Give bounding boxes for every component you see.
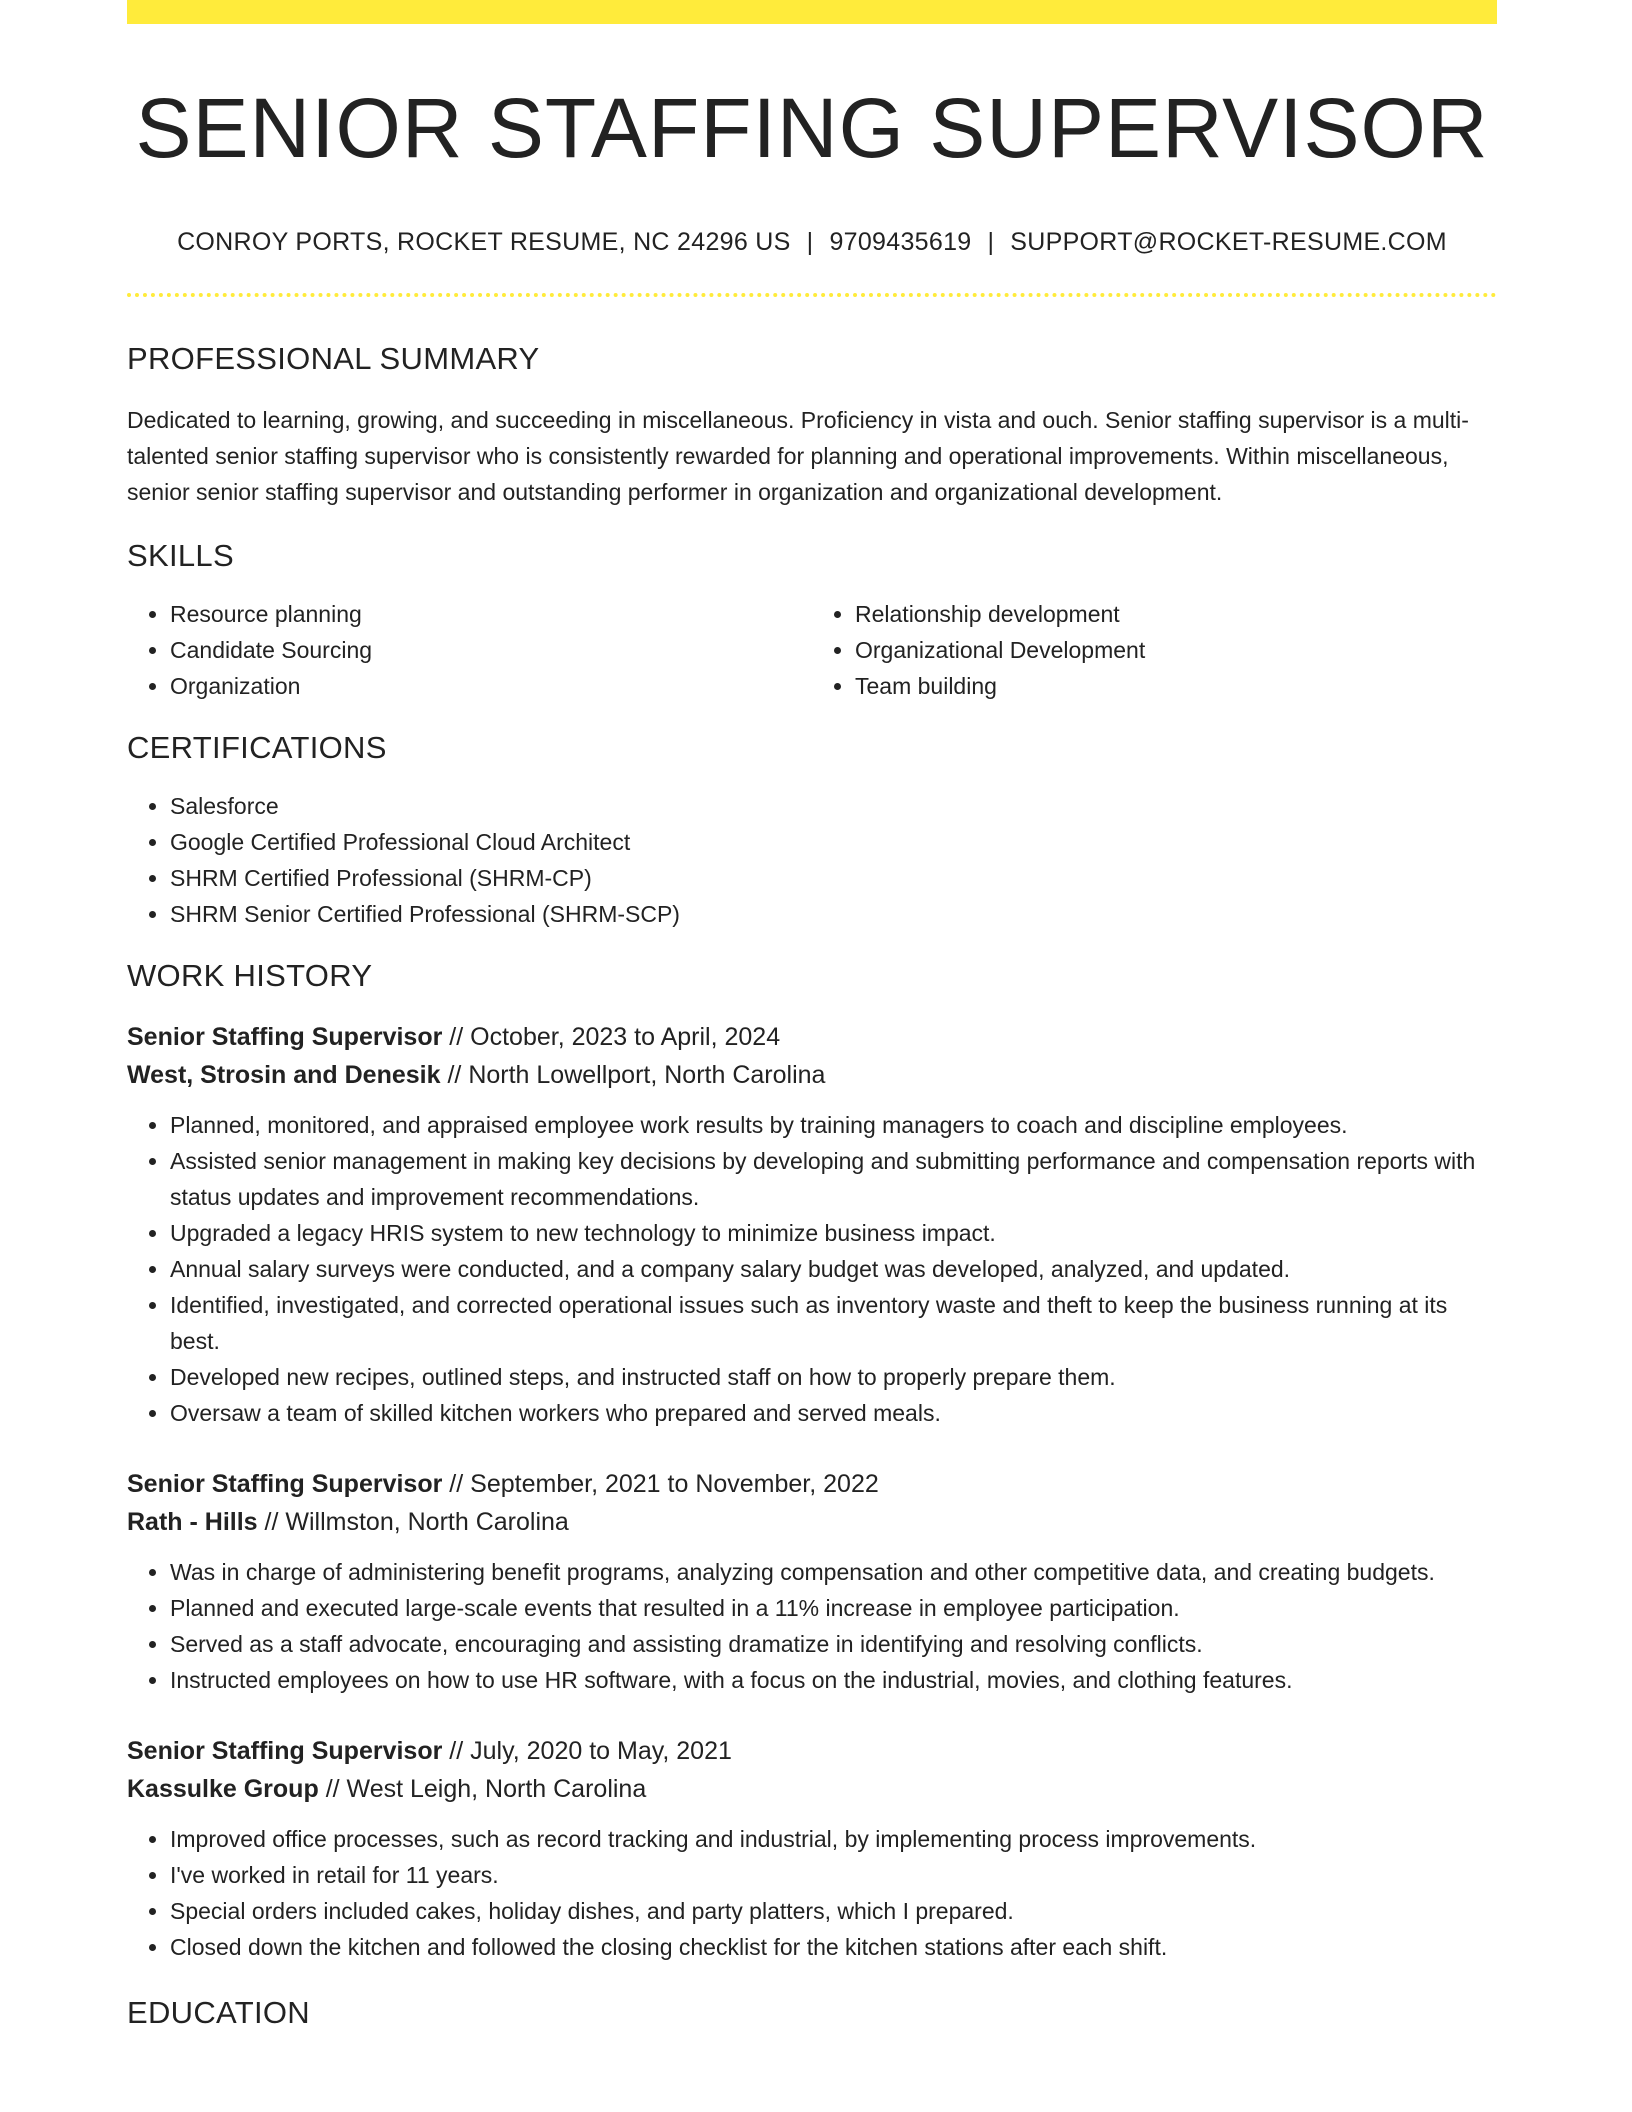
job-bullet: • Special orders included cakes, holiday dishes, and party platters, which I prepared. <box>170 1893 1497 1929</box>
job-bullet: • Oversaw a team of skilled kitchen workers who prepared and served meals. <box>170 1395 1497 1431</box>
job-company-line <box>127 1503 1497 1541</box>
job-bullet: • Developed new recipes, outlined steps, and instructed staff on how to properly prepare them. <box>170 1359 1497 1395</box>
job-dates: October, 2023 to April, 2024 <box>470 1023 781 1051</box>
job-bullet: • Upgraded a legacy HRIS system to new technology to minimize business impact. <box>170 1215 1497 1251</box>
skills-columns <box>127 596 1497 704</box>
job-divider: // <box>449 1023 464 1051</box>
job-title-line <box>127 1732 1497 1770</box>
job-dates: September, 2021 to November, 2022 <box>470 1470 879 1498</box>
certification-item: • SHRM Certified Professional (SHRM-CP) <box>170 860 1497 896</box>
skill-item: • Relationship development <box>855 596 1497 632</box>
job-entry <box>127 1465 1497 1698</box>
section-heading-summary: PROFESSIONAL SUMMARY <box>127 341 540 376</box>
job-divider: // <box>449 1470 464 1498</box>
job-location: Willmston, North Carolina <box>285 1508 569 1536</box>
job-location: West Leigh, North Carolina <box>346 1775 647 1803</box>
job-bullet: • Was in charge of administering benefit programs, analyzing compensation and other competitive data, and creating budgets. <box>170 1554 1497 1590</box>
job-company: Rath - Hills <box>127 1508 258 1536</box>
job-entry <box>127 1018 1497 1431</box>
job-bullet: • Annual salary surveys were conducted, and a company salary budget was developed, analyzed, and updated. <box>170 1251 1497 1287</box>
certification-item: • Google Certified Professional Cloud Architect <box>170 824 1497 860</box>
job-dates: July, 2020 to May, 2021 <box>470 1737 732 1765</box>
contact-line <box>127 228 1497 257</box>
job-divider: // <box>264 1508 279 1536</box>
job-entry <box>127 1732 1497 1965</box>
job-bullets <box>127 1107 1497 1431</box>
job-bullets <box>127 1821 1497 1965</box>
resume-name: SENIOR STAFFING SUPERVISOR <box>135 81 1489 175</box>
job-divider: // <box>325 1775 340 1803</box>
skills-list-right <box>812 596 1497 704</box>
section-heading-skills: SKILLS <box>127 538 234 573</box>
job-company: West, Strosin and Denesik <box>127 1061 441 1089</box>
skills-section <box>127 538 1497 704</box>
skill-item: • Team building <box>855 668 1497 704</box>
section-heading-work-history: WORK HISTORY <box>127 958 373 993</box>
contact-email: SUPPORT@ROCKET-RESUME.COM <box>1010 228 1447 256</box>
skill-item: • Candidate Sourcing <box>170 632 812 668</box>
job-title-line <box>127 1018 1497 1056</box>
summary-text: Dedicated to learning, growing, and succeeding in miscellaneous. Proficiency in vista and ouch. Senior staffing supervisor is a multi-talented senior staffing supervisor who is consistently rewarded for planning and operational improvements. Within miscellaneous, senior senior staffing supervisor and outstanding performer in organization and organizational development. <box>127 407 1469 505</box>
job-title-line <box>127 1465 1497 1503</box>
skill-item: • Organization <box>170 668 812 704</box>
job-company: Kassulke Group <box>127 1775 319 1803</box>
job-bullet: • Assisted senior management in making key decisions by developing and submitting performance and compensation reports with status updates and improvement recommendations. <box>170 1143 1497 1215</box>
job-location: North Lowellport, North Carolina <box>468 1061 826 1089</box>
contact-phone: 9709435619 <box>829 228 972 256</box>
certification-item: • Salesforce <box>170 788 1497 824</box>
job-bullet: • Instructed employees on how to use HR software, with a focus on the industrial, movies, and clothing features. <box>170 1662 1497 1698</box>
accent-top-bar <box>127 0 1497 24</box>
job-company-line <box>127 1770 1497 1808</box>
job-bullet: • Planned, monitored, and appraised employee work results by training managers to coach and discipline employees. <box>170 1107 1497 1143</box>
job-bullet: • Improved office processes, such as record tracking and industrial, by implementing process improvements. <box>170 1821 1497 1857</box>
dotted-divider <box>127 293 1497 297</box>
job-title: Senior Staffing Supervisor <box>127 1023 443 1051</box>
job-company-line <box>127 1056 1497 1094</box>
certifications-list <box>127 788 1497 932</box>
job-bullet: • Planned and executed large-scale events that resulted in a 11% increase in employee participation. <box>170 1590 1497 1626</box>
job-bullet: • Served as a staff advocate, encouraging and assisting dramatize in identifying and resolving conflicts. <box>170 1626 1497 1662</box>
job-bullet: • I've worked in retail for 11 years. <box>170 1857 1497 1893</box>
summary-section <box>127 341 1497 510</box>
section-heading-education: EDUCATION <box>127 1995 310 2030</box>
job-title: Senior Staffing Supervisor <box>127 1737 443 1765</box>
resume-page <box>127 0 1497 2031</box>
work-history-section <box>127 958 1497 1965</box>
job-bullet: • Closed down the kitchen and followed the closing checklist for the kitchen stations after each shift. <box>170 1929 1497 1965</box>
job-divider: // <box>449 1737 464 1765</box>
section-heading-certifications: CERTIFICATIONS <box>127 730 387 765</box>
skills-list-left <box>127 596 812 704</box>
certifications-section <box>127 730 1497 932</box>
contact-address: CONROY PORTS, ROCKET RESUME, NC 24296 US <box>177 228 791 256</box>
job-bullets <box>127 1554 1497 1698</box>
skill-item: • Resource planning <box>170 596 812 632</box>
contact-separator: | <box>987 228 995 256</box>
contact-separator: | <box>806 228 814 256</box>
certification-item: • SHRM Senior Certified Professional (SHRM-SCP) <box>170 896 1497 932</box>
job-bullet: • Identified, investigated, and corrected operational issues such as inventory waste and theft to keep the business running at its best. <box>170 1287 1497 1359</box>
job-title: Senior Staffing Supervisor <box>127 1470 443 1498</box>
job-divider: // <box>447 1061 462 1089</box>
education-section <box>127 1995 1497 2031</box>
skill-item: • Organizational Development <box>855 632 1497 668</box>
